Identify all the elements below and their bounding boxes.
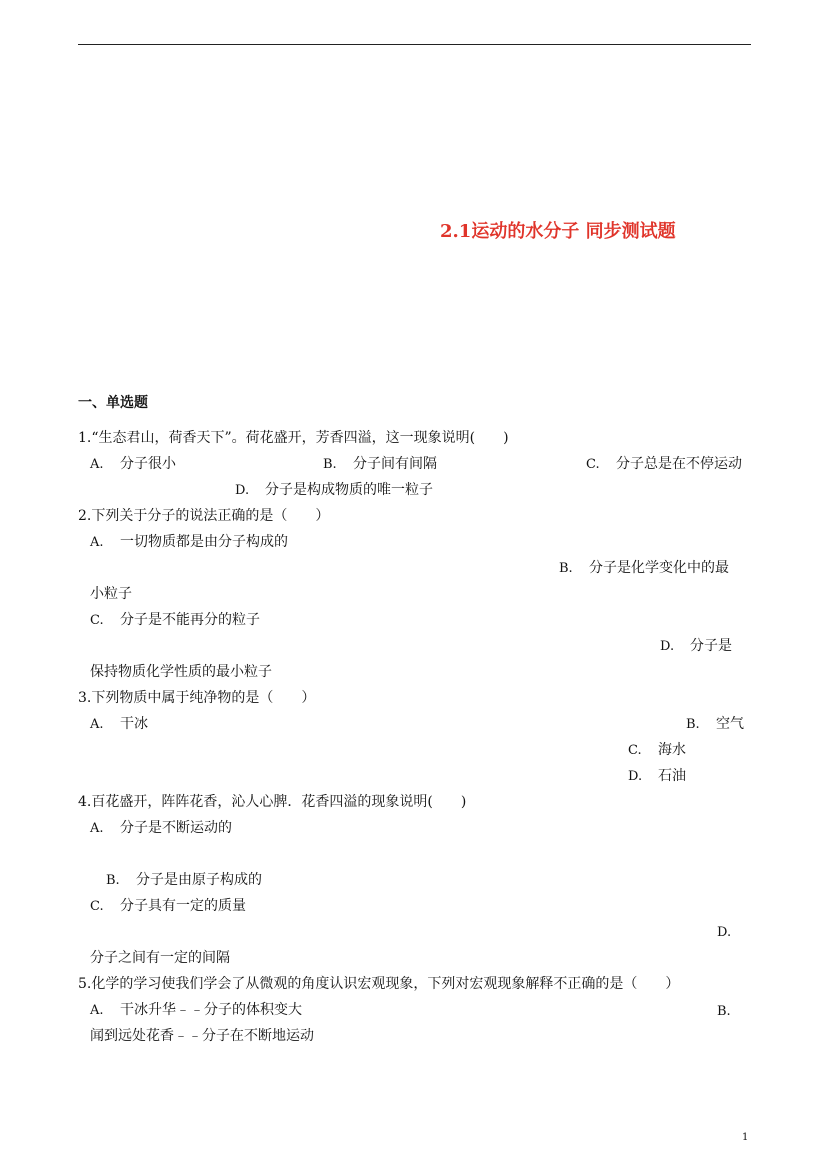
option-text: 分子总是在不停运动 — [616, 456, 742, 472]
option-letter: A. — [90, 821, 104, 836]
option-text: 干冰升华﹣﹣分子的体积变大 — [120, 1002, 302, 1018]
option-letter: D. — [660, 639, 675, 654]
q5-option-b — [717, 1004, 747, 1018]
option-text: 分子间有间隔 — [353, 456, 437, 472]
document-title: 2.1运动的水分子 同步测试题 — [440, 221, 676, 242]
option-letter: C. — [586, 457, 600, 472]
page-number: 1 — [742, 1132, 749, 1143]
q4-option-c — [90, 899, 246, 913]
q2-option-c — [90, 613, 260, 627]
option-letter: A. — [90, 717, 104, 732]
option-letter: B. — [559, 561, 573, 576]
q3-option-a — [90, 717, 148, 731]
option-letter: B. — [106, 873, 120, 888]
q2-option-d — [660, 639, 732, 653]
option-letter: C. — [90, 613, 104, 628]
option-text: 分子是化学变化中的最 — [589, 560, 729, 576]
option-text: 一切物质都是由分子构成的 — [120, 534, 288, 550]
q2-option-d-wrap: 保持物质化学性质的最小粒子 — [90, 664, 272, 680]
q2-option-b-wrap: 小粒子 — [90, 586, 132, 602]
option-letter: A. — [90, 457, 104, 472]
q4-option-a — [90, 821, 232, 835]
option-text: 干冰 — [120, 716, 148, 732]
option-text: 石油 — [658, 768, 686, 784]
option-text: 分子很小 — [120, 456, 176, 472]
option-letter: A. — [90, 535, 104, 550]
option-letter: C. — [90, 899, 104, 914]
question-5-stem: 5.化学的学习使我们学会了从微观的角度认识宏观现象，下列对宏观现象解释不正确的是（ ） — [78, 976, 680, 992]
q3-option-b — [686, 717, 744, 731]
option-text: 分子具有一定的质量 — [120, 898, 246, 914]
option-text: 海水 — [658, 742, 686, 758]
option-text: 分子是构成物质的唯一粒子 — [265, 482, 433, 498]
header-rule — [78, 44, 751, 45]
option-letter: D. — [235, 483, 250, 498]
question-2-stem: 2.下列关于分子的说法正确的是（ ） — [78, 508, 330, 524]
q4-option-d-wrap: 分子之间有一定的间隔 — [90, 950, 230, 966]
q3-option-c — [628, 743, 686, 757]
section-heading: 一、单选题 — [78, 395, 148, 411]
q5-option-a — [90, 1003, 302, 1017]
option-letter: D. — [717, 925, 732, 940]
q1-option-c — [586, 457, 742, 471]
q3-option-d — [628, 769, 686, 783]
q4-option-d — [717, 925, 747, 939]
option-letter: B. — [686, 717, 700, 732]
q1-option-d — [235, 483, 433, 497]
question-1-stem: 1.“生态君山，荷香天下”。荷花盛开，芳香四溢，这一现象说明( ) — [78, 430, 509, 446]
option-letter: D. — [628, 769, 643, 784]
q2-option-b — [559, 561, 729, 575]
option-letter: A. — [90, 1003, 104, 1018]
q1-option-a — [90, 457, 176, 471]
option-text: 分子是不断运动的 — [120, 820, 232, 836]
option-letter: B. — [717, 1004, 731, 1019]
option-text: 分子是由原子构成的 — [136, 872, 262, 888]
option-text: 空气 — [716, 716, 744, 732]
option-letter: C. — [628, 743, 642, 758]
option-text: 分子是不能再分的粒子 — [120, 612, 260, 628]
q1-option-b — [323, 457, 437, 471]
question-3-stem: 3.下列物质中属于纯净物的是（ ） — [78, 690, 316, 706]
q4-option-b — [106, 873, 262, 887]
q2-option-a — [90, 535, 288, 549]
q5-option-b-wrap: 闻到远处花香﹣﹣分子在不断地运动 — [90, 1028, 314, 1044]
question-4-stem: 4.百花盛开，阵阵花香，沁人心脾．花香四溢的现象说明( ) — [78, 794, 467, 810]
option-text: 分子是 — [690, 638, 732, 654]
option-letter: B. — [323, 457, 337, 472]
